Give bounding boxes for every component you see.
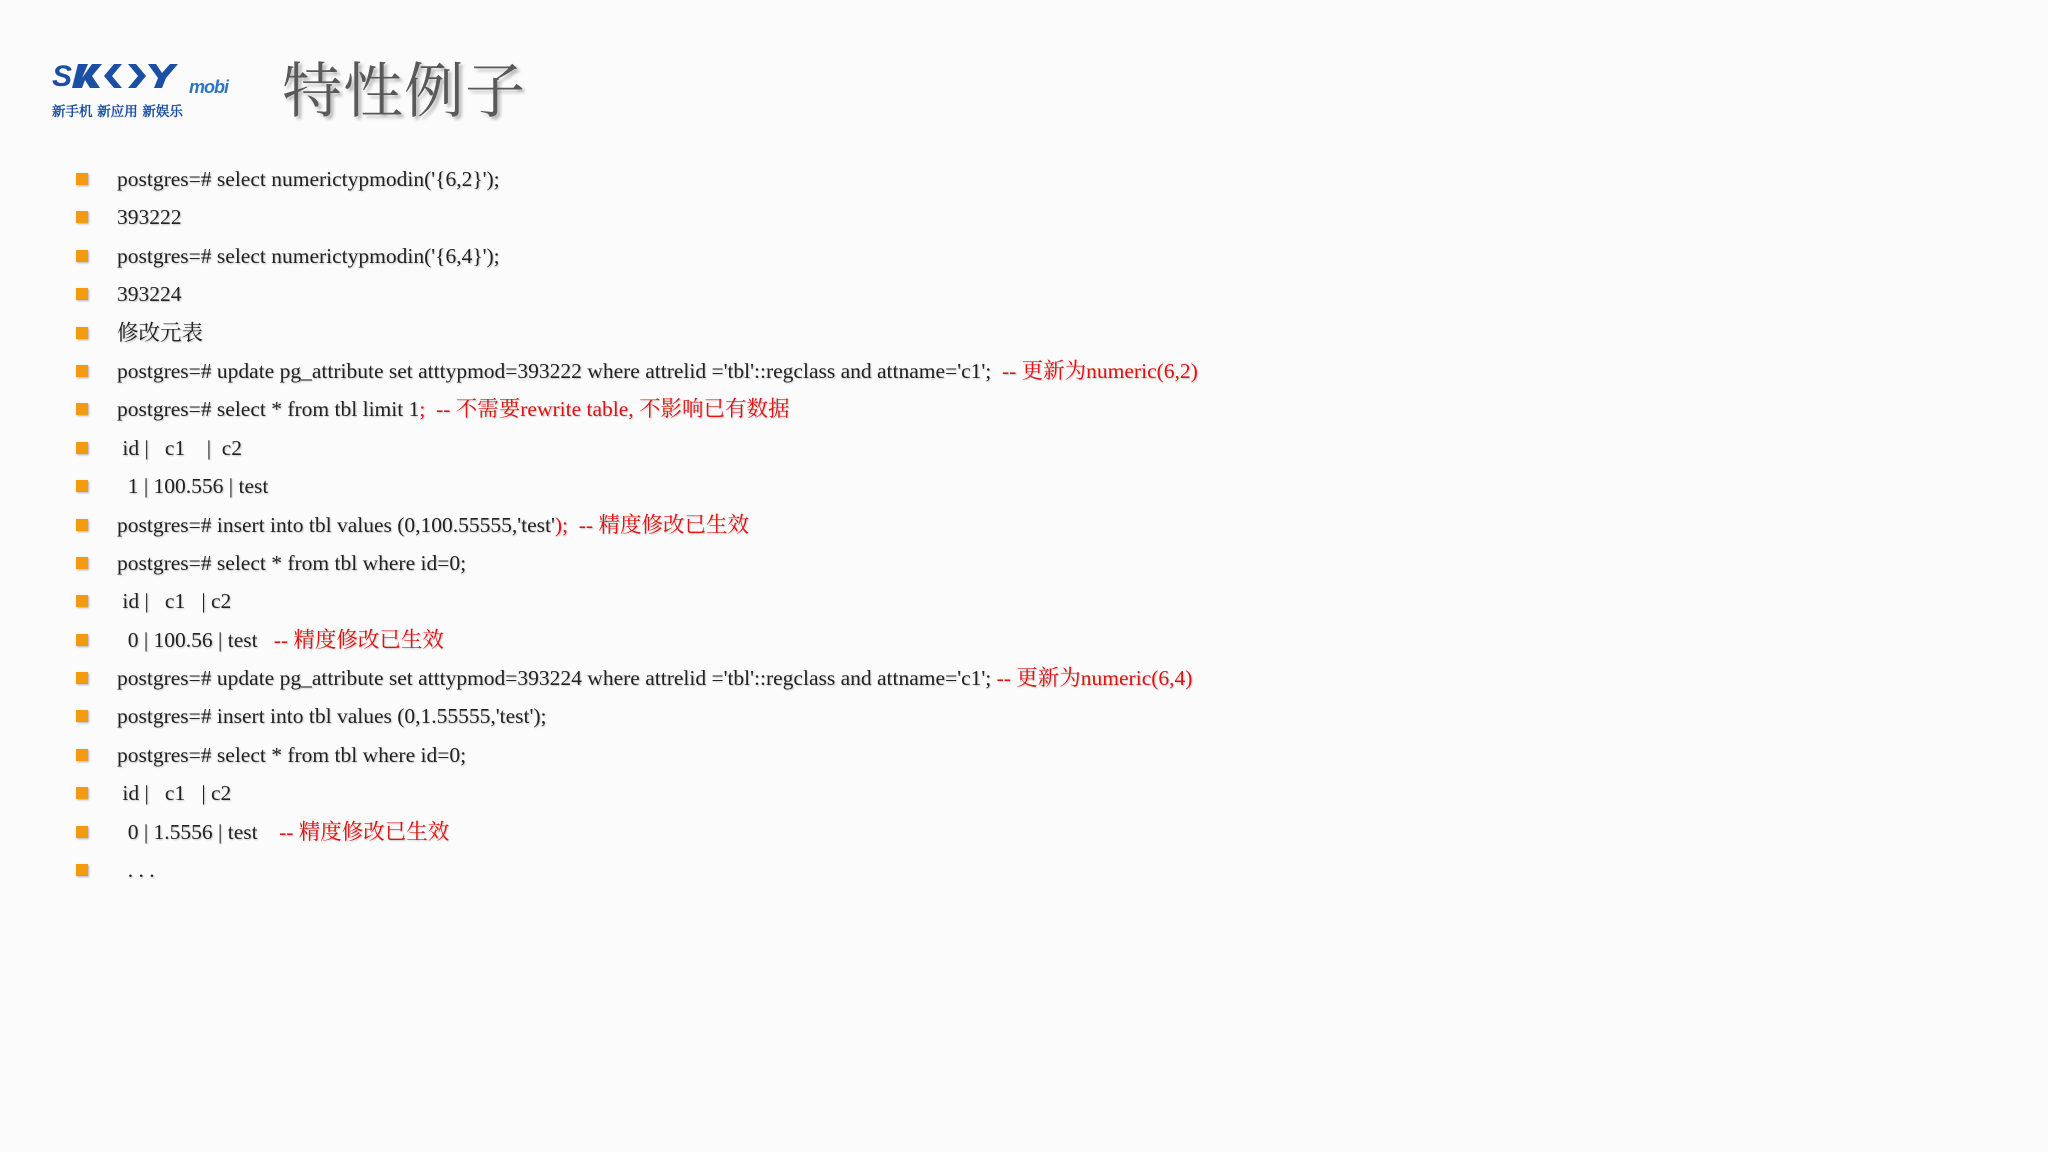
bullet-square-icon — [76, 787, 88, 799]
bullet-square-icon — [76, 749, 88, 761]
code-line: postgres=# select * from tbl limit 1 — [117, 397, 420, 422]
code-comment: -- 精度修改已生效 — [273, 627, 444, 652]
bullet-text — [117, 582, 231, 620]
bullet-square-icon — [76, 288, 88, 300]
code-line: 0 | 1.5556 | test — [117, 819, 280, 844]
bullet-item — [74, 198, 1534, 236]
bullet-text — [117, 697, 547, 735]
bullet-square-icon — [76, 710, 88, 722]
bullet-item — [74, 390, 1534, 428]
bullet-item — [74, 736, 1534, 774]
bullet-square-icon — [76, 173, 88, 185]
bullet-square-icon — [76, 519, 88, 531]
bullet-item — [74, 582, 1534, 620]
bullet-item — [74, 429, 1534, 467]
bullet-item — [74, 314, 1534, 352]
code-line: postgres=# update pg_attribute set atttypmod=393224 where attrelid ='tbl'::regclass and attname='c1'; — [117, 666, 997, 691]
bullet-square-icon — [76, 442, 88, 454]
bullet-text — [117, 429, 242, 467]
brand-logo-graphic — [52, 58, 188, 92]
code-line: 0 | 100.56 | test — [117, 627, 274, 652]
code-line: postgres=# select numerictypmodin('{6,2}'); — [117, 167, 500, 191]
bullet-text — [117, 851, 155, 889]
code-line: postgres=# update pg_attribute set atttypmod=393222 where attrelid ='tbl'::regclass and attname='c1'; — [117, 358, 1002, 383]
code-line: id | c1 | c2 — [117, 435, 243, 460]
bullet-item — [74, 160, 1534, 198]
brand-logo — [52, 58, 252, 124]
bullet-text — [117, 390, 790, 428]
bullet-text — [117, 314, 203, 352]
bullet-square-icon — [76, 327, 88, 339]
code-line: postgres=# select * from tbl where id=0; — [117, 742, 467, 767]
bullet-item — [74, 659, 1534, 697]
bullet-text — [117, 736, 466, 774]
code-comment: ; -- 不需要rewrite table, 不影响已有数据 — [419, 397, 790, 422]
bullet-text — [117, 237, 500, 275]
bullet-text — [117, 544, 466, 582]
bullet-text — [117, 813, 449, 851]
bullet-text — [117, 352, 1198, 390]
slide-title: 特性例子 — [282, 57, 526, 127]
code-comment: -- 更新为numeric(6,2) — [1001, 358, 1198, 383]
bullet-item — [74, 851, 1534, 889]
bullet-square-icon — [76, 365, 88, 377]
bullet-text — [117, 467, 268, 505]
bullet-text — [117, 506, 749, 544]
bullet-item — [74, 621, 1534, 659]
bullet-item — [74, 352, 1534, 390]
bullet-item — [74, 813, 1534, 851]
code-line: postgres=# select numerictypmodin('{6,4}'); — [117, 243, 500, 268]
bullet-text — [117, 621, 444, 659]
bullet-text — [117, 774, 231, 812]
brand-logo-suffix: mobi — [189, 77, 228, 97]
bullet-text — [117, 160, 500, 198]
code-comment: ); -- 精度修改已生效 — [554, 512, 749, 537]
bullet-list — [74, 160, 1534, 889]
bullet-item — [74, 774, 1534, 812]
bullet-item — [74, 237, 1534, 275]
bullet-square-icon — [76, 634, 88, 646]
code-line: id | c1 | c2 — [117, 781, 232, 806]
bullet-square-icon — [76, 672, 88, 684]
code-line: 1 | 100.556 | test — [117, 474, 269, 499]
bullet-square-icon — [76, 557, 88, 569]
bullet-text — [117, 198, 182, 236]
code-line: id | c1 | c2 — [117, 589, 232, 614]
svg-text:S: S — [52, 60, 72, 92]
code-line: . . . — [117, 858, 155, 883]
bullet-text — [117, 275, 182, 313]
bullet-square-icon — [76, 480, 88, 492]
code-line: 修改元表 — [117, 320, 204, 345]
code-line: 393222 — [117, 205, 182, 230]
bullet-item — [74, 544, 1534, 582]
bullet-item — [74, 275, 1534, 313]
bullet-text — [117, 659, 1192, 697]
code-line: postgres=# insert into tbl values (0,100.55555,'test' — [117, 512, 555, 537]
bullet-item — [74, 697, 1534, 735]
brand-tagline: 新手机 新应用 新娱乐 — [52, 104, 183, 120]
code-line: postgres=# select * from tbl where id=0; — [117, 550, 467, 575]
bullet-square-icon — [76, 403, 88, 415]
code-line: 393224 — [117, 282, 182, 307]
code-line: postgres=# insert into tbl values (0,1.55555,'test'); — [117, 704, 547, 729]
bullet-item — [74, 506, 1534, 544]
bullet-square-icon — [76, 211, 88, 223]
code-comment: -- 精度修改已生效 — [279, 819, 450, 844]
bullet-square-icon — [76, 826, 88, 838]
code-comment: -- 更新为numeric(6,4) — [996, 666, 1193, 691]
bullet-square-icon — [76, 595, 88, 607]
bullet-square-icon — [76, 250, 88, 262]
bullet-item — [74, 467, 1534, 505]
brand-logo-mark — [52, 58, 228, 97]
bullet-square-icon — [76, 864, 88, 876]
